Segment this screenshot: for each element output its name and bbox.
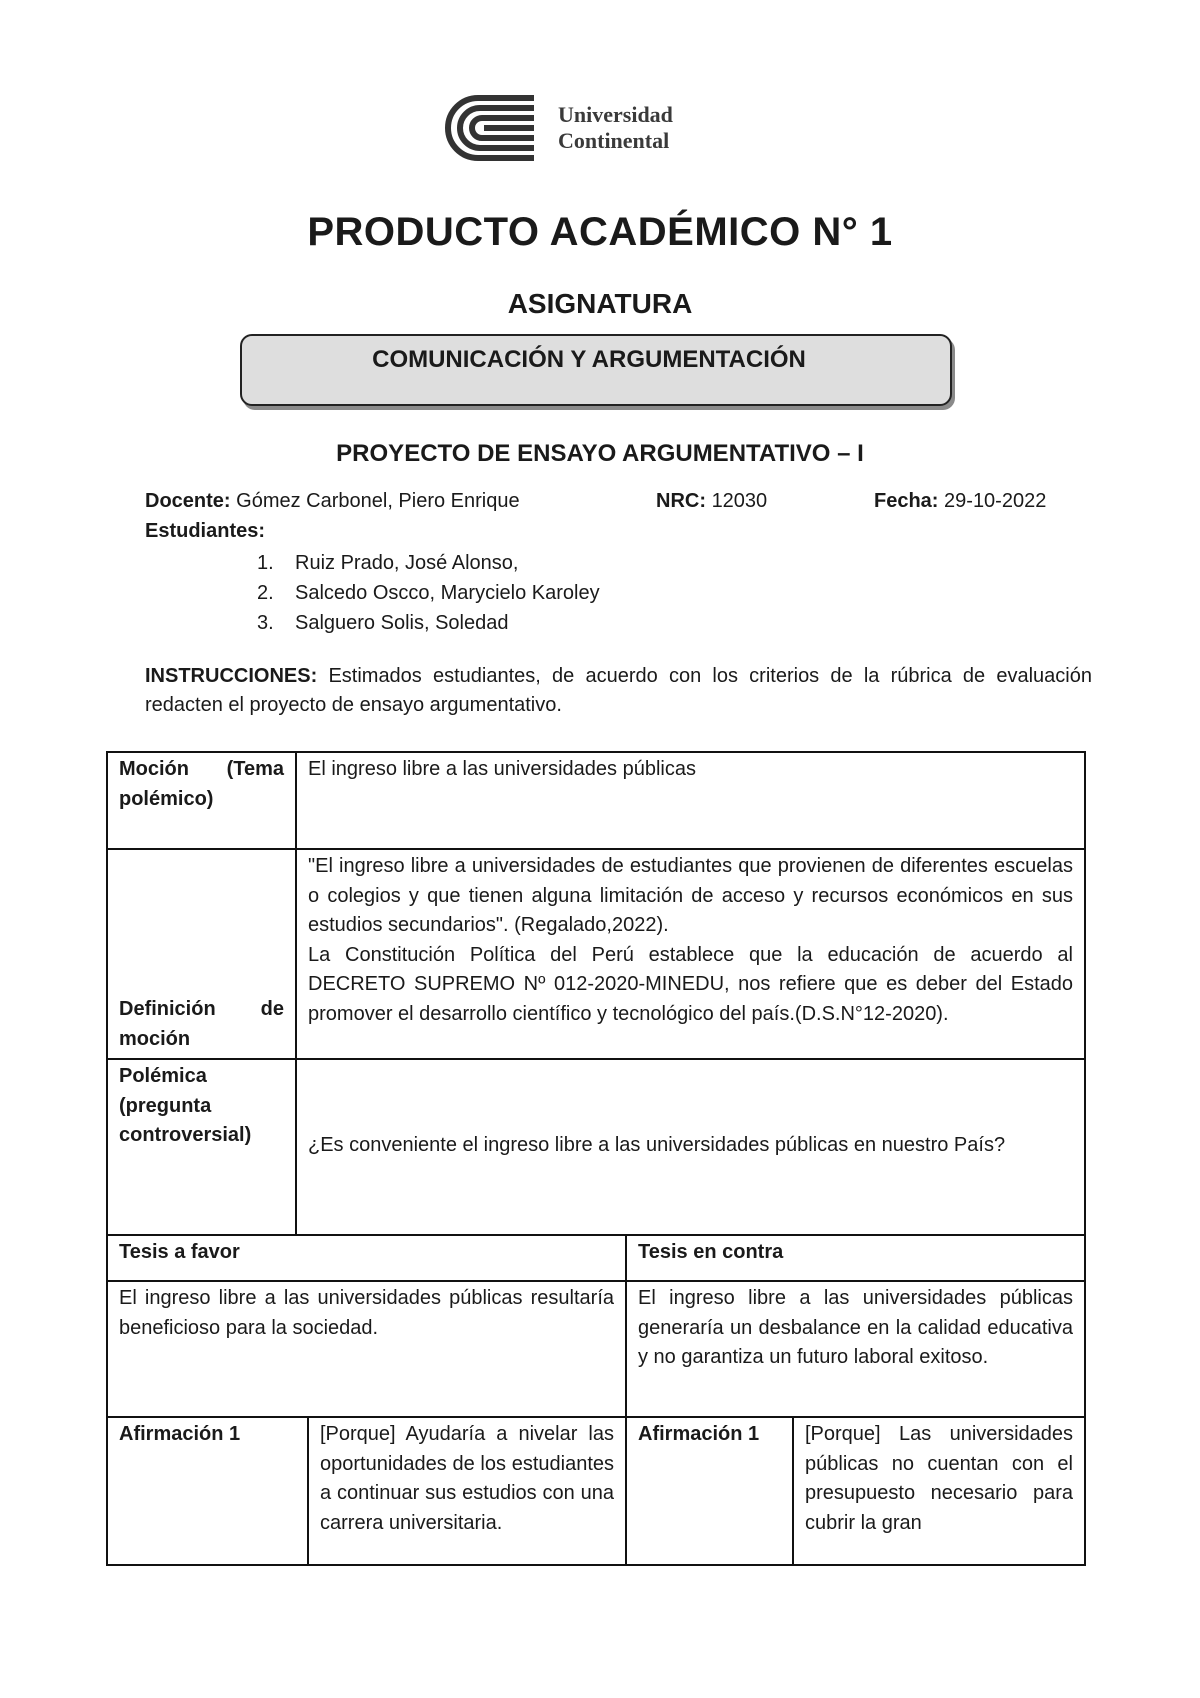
motion-label: Moción (Tema polémico): [107, 752, 296, 849]
claim-1-favor-label: Afirmación 1: [107, 1417, 308, 1565]
students-list: [257, 548, 600, 638]
claim-1-favor-value: [Porque] Ayudaría a nivelar las oportunidades de los estudiantes a continuar sus estudios con una carrera universitaria.: [308, 1417, 626, 1565]
students-label: Estudiantes:: [145, 520, 266, 542]
student-item: [257, 578, 600, 608]
student-name: Salguero Solis, Soledad: [295, 612, 509, 634]
definition-label: Definición de moción: [107, 849, 296, 1059]
nrc-label: NRC:: [656, 490, 706, 512]
thesis-against-label: Tesis en contra: [626, 1235, 1085, 1281]
table-row: [107, 1281, 1085, 1417]
table-row: [107, 1235, 1085, 1281]
teacher-label: Docente:: [145, 490, 231, 512]
continental-logo-icon: [438, 92, 542, 164]
date-value: 29-10-2022: [944, 490, 1047, 512]
instructions-paragraph: [145, 662, 1092, 720]
claim-1-against-label: Afirmación 1: [626, 1417, 793, 1565]
teacher-line: [145, 490, 520, 513]
nrc-line: [656, 490, 767, 513]
thesis-favor-value: El ingreso libre a las universidades públicas resultaría beneficioso para la sociedad.: [107, 1281, 626, 1417]
date-line: [874, 490, 1046, 513]
essay-project-table: [106, 751, 1086, 1566]
university-logo: [438, 88, 718, 168]
instructions-label: INSTRUCCIONES:: [145, 665, 318, 687]
motion-value: El ingreso libre a las universidades públicas: [296, 752, 1085, 849]
table-row: [107, 752, 1085, 849]
thesis-against-value: El ingreso libre a las universidades públicas generaría un desbalance en la calidad educativa y no garantiza un futuro laboral exitoso.: [626, 1281, 1085, 1417]
student-number: 1.: [257, 552, 274, 574]
subject-name-box: COMUNICACIÓN Y ARGUMENTACIÓN: [240, 334, 952, 406]
definition-paragraph-1: "El ingreso libre a universidades de estudiantes que provienen de diferentes escuelas o colegios y que tienen alguna limitación de acceso y recursos económicos en sus estudios secundarios". (Regalado,2022).: [308, 855, 1073, 936]
table-row: [107, 849, 1085, 1059]
teacher-value: Gómez Carbonel, Piero Enrique: [236, 490, 520, 512]
student-name: Salcedo Oscco, Marycielo Karoley: [295, 582, 600, 604]
polemic-label: Polémica (pregunta controversial): [107, 1059, 296, 1235]
page-title: PRODUCTO ACADÉMICO N° 1: [307, 210, 893, 254]
table-row: [107, 1417, 1085, 1565]
definition-paragraph-2: La Constitución Política del Perú establece que la educación de acuerdo al DECRETO SUPREMO Nº 012-2020-MINEDU, nos refiere que es deber del Estado promover el desarrollo científico y tecnológico del país.(D.S.N°12-2020).: [308, 943, 1073, 1025]
student-number: 3.: [257, 612, 274, 634]
date-label: Fecha:: [874, 490, 939, 512]
logo-wordmark: [558, 102, 673, 154]
instructions-text: Estimados estudiantes, de acuerdo con los criterios de la rúbrica de evaluación redacten el proyecto de ensayo argumentativo.: [145, 665, 1092, 716]
student-number: 2.: [257, 582, 274, 604]
claim-1-against-value: [Porque] Las universidades públicas no cuentan con el presupuesto necesario para cubrir la gran: [793, 1417, 1085, 1565]
table-row: [107, 1059, 1085, 1235]
logo-line-2: Continental: [558, 128, 670, 153]
project-title: PROYECTO DE ENSAYO ARGUMENTATIVO – I: [336, 440, 864, 467]
logo-line-1: Universidad: [558, 102, 673, 127]
student-item: [257, 608, 600, 638]
definition-value: [296, 849, 1085, 1059]
nrc-value: 12030: [711, 490, 768, 512]
subject-label: ASIGNATURA: [507, 288, 693, 319]
student-name: Ruiz Prado, José Alonso,: [295, 552, 519, 574]
polemic-value: ¿Es conveniente el ingreso libre a las universidades públicas en nuestro País?: [296, 1059, 1085, 1235]
thesis-favor-label: Tesis a favor: [107, 1235, 626, 1281]
student-item: [257, 548, 600, 578]
